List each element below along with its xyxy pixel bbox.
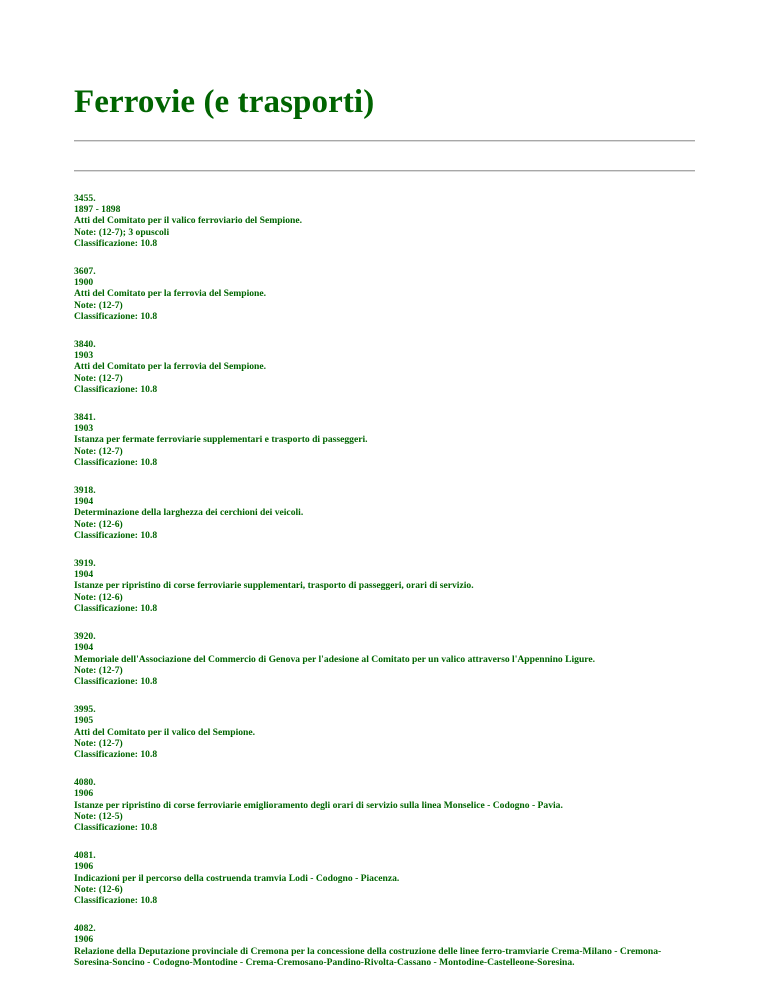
record-note: Note: (12-7) [74, 299, 123, 311]
record-description: Atti del Comitato per il valico ferroviario del Sempione. [74, 215, 302, 227]
record-note: Note: (12-7); 3 opuscoli [74, 226, 170, 238]
record-classification: Classificazione: 10.8 [74, 675, 158, 687]
record-note: Note: (12-7) [74, 372, 123, 384]
record-description: Istanze per ripristino di corse ferroviarie emiglioramento degli orari di servizio sulla linea Monselice - Codogno - Pavia. [74, 799, 563, 811]
record-note: Note: (12-6) [74, 518, 123, 530]
record-classification: Classificazione: 10.8 [74, 310, 158, 322]
record-description: Istanze per ripristino di corse ferroviarie supplementari, trasporto di passeggeri, orari di servizio. [74, 580, 474, 592]
record-entry [74, 266, 695, 322]
record-classification: Classificazione: 10.8 [74, 456, 158, 468]
record-description: Atti del Comitato per la ferrovia del Sempione. [74, 288, 267, 300]
record-date: 1906 [74, 861, 94, 873]
record-entry [74, 339, 695, 395]
horizontal-rule-top [74, 140, 695, 142]
record-date: 1903 [74, 350, 94, 362]
record-note: Note: (12-5) [74, 810, 123, 822]
record-entry [74, 558, 695, 614]
record-classification: Classificazione: 10.8 [74, 748, 158, 760]
record-number: 3920. [74, 631, 96, 643]
record-date: 1904 [74, 496, 94, 508]
record-entry [74, 704, 695, 760]
record-number: 4082. [74, 923, 96, 935]
record-date: 1906 [74, 934, 94, 946]
record-note: Note: (12-6) [74, 883, 123, 895]
record-entry [74, 777, 695, 833]
record-classification: Classificazione: 10.8 [74, 529, 158, 541]
record-classification: Classificazione: 10.8 [74, 383, 158, 395]
record-list [74, 193, 695, 968]
record-number: 4080. [74, 777, 96, 789]
record-date: 1900 [74, 277, 94, 289]
record-date: 1905 [74, 715, 94, 727]
record-entry [74, 412, 695, 468]
record-entry [74, 631, 695, 687]
record-entry [74, 923, 695, 968]
record-description: Relazione della Deputazione provinciale di Cremona per la concessione della costruzione delle linee ferro-tramviarie Crema-Milano - Cremona-Soresina-Soncino - Codogno-Montodine - Crema-Cremosano-Pandino-Rivolta-Cassano - Montodine-Castelleone-Soresina. [74, 945, 662, 968]
record-date: 1903 [74, 423, 94, 435]
record-classification: Classificazione: 10.8 [74, 894, 158, 906]
record-classification: Classificazione: 10.8 [74, 821, 158, 833]
record-entry [74, 193, 695, 249]
record-date: 1904 [74, 569, 94, 581]
record-number: 3995. [74, 704, 96, 716]
record-classification: Classificazione: 10.8 [74, 602, 158, 614]
record-number: 3919. [74, 558, 96, 570]
record-number: 3840. [74, 339, 96, 351]
record-description: Istanza per fermate ferroviarie supplementari e trasporto di passeggeri. [74, 434, 368, 446]
record-date: 1904 [74, 642, 94, 654]
record-entry [74, 850, 695, 906]
record-description: Indicazioni per il percorso della costruenda tramvia Lodi - Codogno - Piacenza. [74, 872, 400, 884]
record-description: Determinazione della larghezza dei cerchioni dei veicoli. [74, 507, 304, 519]
record-date: 1897 - 1898 [74, 204, 121, 216]
record-number: 4081. [74, 850, 96, 862]
record-description: Atti del Comitato per la ferrovia del Sempione. [74, 361, 267, 373]
record-number: 3607. [74, 266, 96, 278]
record-entry [74, 485, 695, 541]
record-number: 3841. [74, 412, 96, 424]
page-title: Ferrovie (e trasporti) [74, 84, 375, 120]
record-note: Note: (12-7) [74, 445, 123, 457]
record-classification: Classificazione: 10.8 [74, 237, 158, 249]
record-description: Atti del Comitato per il valico del Sempione. [74, 726, 256, 738]
record-note: Note: (12-7) [74, 664, 123, 676]
record-number: 3455. [74, 193, 96, 204]
record-note: Note: (12-6) [74, 591, 123, 603]
page-content [74, 0, 695, 985]
record-number: 3918. [74, 485, 96, 497]
record-description: Memoriale dell'Associazione del Commercio di Genova per l'adesione al Comitato per un valico attraverso l'Appennino Ligure. [74, 653, 596, 665]
record-date: 1906 [74, 788, 94, 800]
horizontal-rule-bottom [74, 170, 695, 172]
record-note: Note: (12-7) [74, 737, 123, 749]
